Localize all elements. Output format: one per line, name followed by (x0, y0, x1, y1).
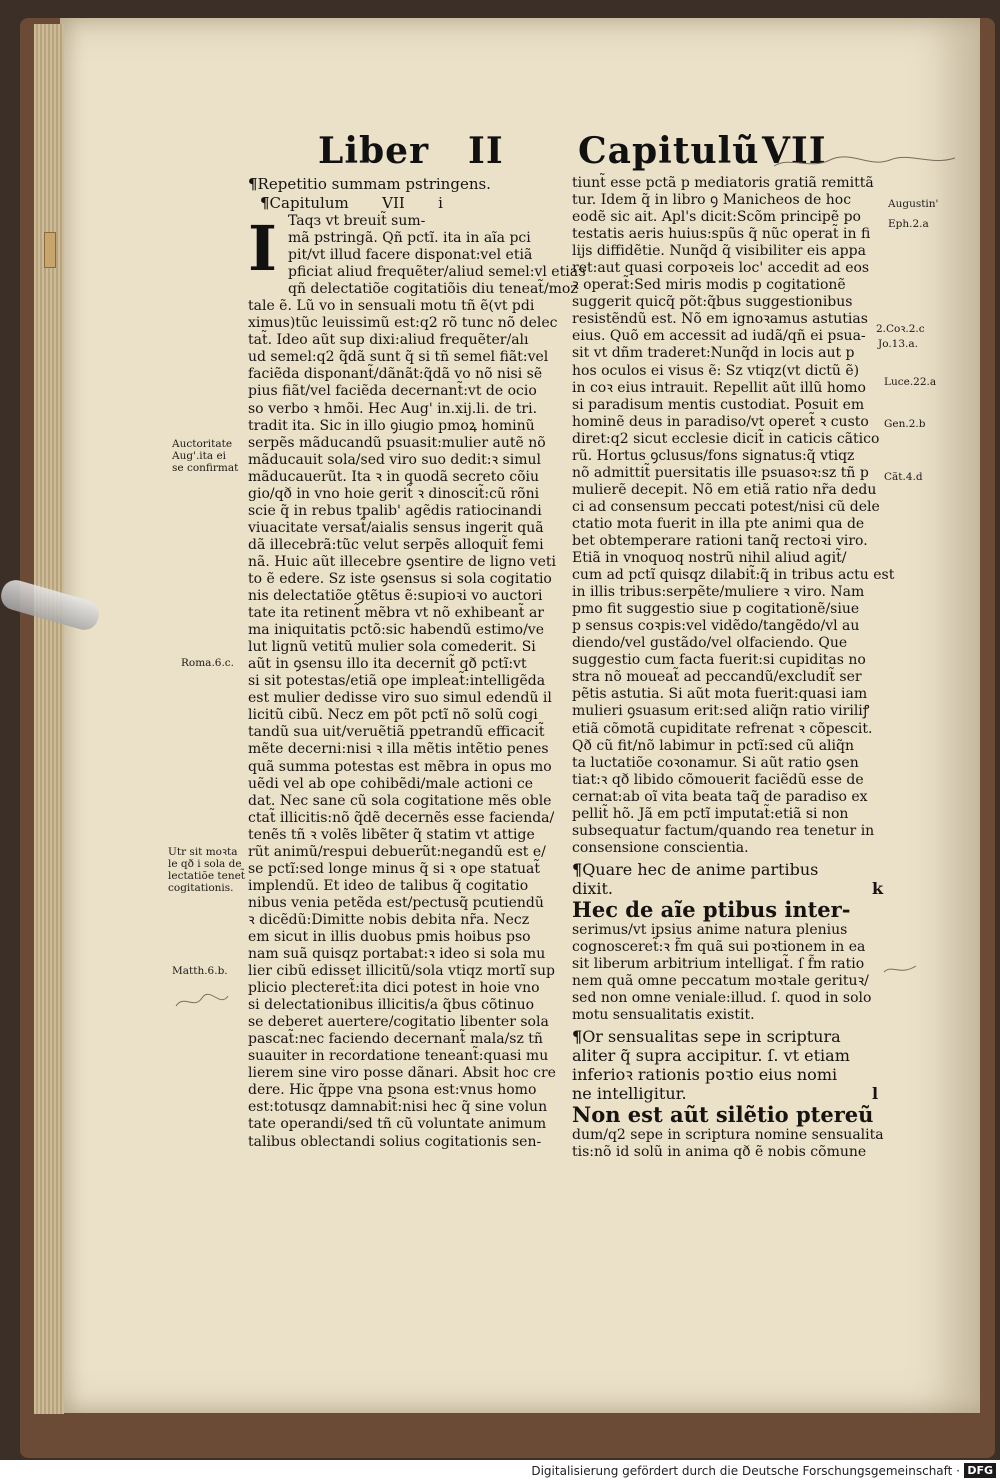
rubric-title-text: Repetitio summam pstringens. (257, 175, 491, 193)
text-line: dat. Nec sane cũ sola cogitatione mẽs oble (248, 792, 552, 809)
text-line: faciẽda disponant̃/dãnãt:q̃dã vo nõ nisi sẽ (248, 366, 543, 383)
text-line: lut lignũ vetitũ mulier sola comederit. Si (248, 639, 536, 656)
margin-note-line: le qð i sola de (168, 858, 242, 870)
text-line: ret:aut quasi corpoꝛeis loc' accedit ad eos (572, 260, 870, 277)
text-line: ctat̃ illicitis:nõ q̃dẽ decernẽs esse facienda/ (248, 809, 555, 826)
text-line: consensione conscientia. (572, 839, 749, 856)
margin-note-line: Gen.2.b (884, 418, 926, 430)
rubric-line-text: inferioꝛ rationis poꝛtio eius nomi (572, 1065, 838, 1085)
text-line: plicio plecteret̃:ita dici potest in hoie vno (248, 980, 540, 997)
text-line: em sicut in illis duobus pmis hoibus pso (248, 928, 531, 945)
rubric-line (572, 1084, 887, 1103)
rubric-l (572, 1027, 887, 1103)
text-line: bet obtemperare rationi tanq̃ rectoꝛi viro. (572, 532, 868, 549)
running-head-capitulum: Capitulũ (578, 130, 760, 172)
text-line: dum/q2 sepe in scriptura nomine sensualita (572, 1127, 884, 1144)
rubric-line-text: ne intelligitur. (572, 1084, 687, 1104)
text-line: pẽtis astutia. Si aũt mota fuerit:quasi iam (572, 686, 868, 703)
text-line: aũt in ꝯsensu illo ita decernit̃ qð pctĩ:vt (248, 656, 527, 673)
text-line: nam suã quisqz portabat:ꝛ ideo si sola mu (248, 946, 546, 963)
text-line: hos oculos ei visus ẽ: Sz vtiqz(vt dictũ ẽ) (572, 362, 860, 379)
text-line: sit vt dñm traderet:Nunq̃d in locis aut p (572, 345, 855, 362)
right-body-text (572, 175, 895, 857)
text-line: Taqз vt breuit̃ sum- (288, 213, 426, 229)
text-line: stra nõ moueat̃ ad peccandũ/excludit̃ ser (572, 669, 862, 686)
text-line: pficiat aliud frequẽter/aliud semel:vl etiaз (288, 264, 586, 281)
rubric-k (572, 860, 887, 879)
text-line: lierem sine viro posse dãnari. Absit hoc cre (248, 1065, 556, 1082)
text-line: cernat:ab oĩ vita beata taq̃ de paradiso ex (572, 788, 868, 805)
text-line: so verbo ꝛ hmõi. Hec Aug' in.xij.li. de tri. (248, 400, 538, 417)
text-line: nem quã omne peccatum moꝛtale gerituꝛ/ (572, 973, 869, 990)
margin-note-cor (876, 323, 925, 335)
text-line: pascat̃:nec faciendo decernant̃ mala/sz tñ (248, 1031, 543, 1048)
margin-note-line: Eph.2.a (888, 218, 929, 230)
text-line: mãducauerũt. Ita ꝛ in quodã secreto cõiu (248, 468, 540, 485)
text-line: tat̃. Ideo aũt sup dixi:aliud frequẽter/alı (248, 332, 529, 349)
footer-credit: Digitalisierung gefördert durch die Deutsche Forschungsgemeinschaft · (531, 1464, 960, 1478)
pilcrow-icon: ¶ (248, 175, 258, 193)
text-line: diendo/vel gustãdo/vel olfaciendo. Que (572, 635, 848, 652)
rubric-k-second (572, 879, 887, 898)
text-line: to ẽ edere. Sz iste ꝯsensus si sola cogitatio (248, 570, 552, 587)
margin-note-line: Roma.6.c. (181, 657, 235, 669)
running-head-liber: Liber (318, 130, 430, 172)
text-line: ctatio mota fuerit in illa pte animi qua de (572, 515, 865, 532)
text-line: qñ delectatiõe cogitatiõis diu teneat̃/moz (288, 281, 578, 298)
text-line: nibus venia petẽda est/pectusq̃ pcutiendũ (248, 894, 544, 911)
margin-note-line: Auctoritate (172, 438, 233, 450)
text-line: nis delectatiõe ꝯtẽtus ẽ:supioꝛi vo auctori (248, 588, 543, 605)
text-line: talibus oblectandi solius cogitationis sen- (248, 1133, 542, 1150)
text-line: ꝛ operat̃:Sed miris modis p cogitationẽ (572, 277, 846, 294)
rubric-line-text: Or sensualitas sepe in scriptura (582, 1027, 841, 1047)
text-line: ma iniquitatis pctõ:sic habendũ estimo/ve (248, 622, 544, 639)
text-line: diret:q2 sicut ecclesie dicit̃ in caticis cãtico (572, 430, 880, 447)
text-line: uẽdi vel ab ope cohibẽdi/male actioni ce (248, 775, 533, 792)
text-line: sit liberum arbitrium intelligat̃. ſ f̃m ratio (572, 955, 865, 972)
text-line: nã. Huic aũt illecebre ꝯsentire de ligno veti (248, 553, 556, 570)
text-line: eodẽ sic ait. Apl's dicit:Scõm principẽ po (572, 209, 861, 226)
text-line: dere. Hic q̃ppe vna psona est:vnus homo (248, 1082, 537, 1099)
pilcrow-icon: ¶ (260, 194, 270, 212)
text-line: si sit potestas/etiã ope impleat̃:intelligẽda (248, 673, 546, 690)
left-column (248, 175, 586, 1151)
margin-note-roma (181, 657, 234, 669)
text-line: tur. Idem q̃ in libro ꝯ Manicheos de hoc (572, 192, 852, 209)
text-line: tate operandi/sed tñ cũ voluntate animum (248, 1116, 547, 1133)
text-line: si delectationibus illicitis/a q̃bus cõtinuo (248, 997, 535, 1014)
dfg-logo: DFG (964, 1463, 996, 1478)
text-line: cognosceret̃:ꝛ f̃m quã sui poꝛtionem in ea (572, 938, 866, 955)
text-line: serpẽs mãducandũ psuasit:mulier autẽ nõ (248, 434, 546, 451)
margin-note-cant (884, 471, 923, 483)
text-line: tenẽs tñ ꝛ volẽs libẽter q̃ statim vt attige (248, 826, 535, 843)
text-line: tale ẽ. Lũ vo in sensuali motu tñ ẽ(vt pdi (248, 298, 535, 315)
text-line: lier cibũ edisset illicitũ/sola vtiqz mortĩ sup (248, 963, 555, 980)
text-line: eius. Quõ em accessit ad iudã/qñ ei psua- (572, 328, 866, 345)
text-line: licitũ cibũ. Necz em põt pctĩ nõ solũ cogi (248, 707, 538, 724)
text-line: p sensus coꝛpis:vel vidẽdo/tangẽdo/vl au (572, 618, 860, 635)
text-line: viuacitate versat̃/aialis sensus ingerit quã (248, 519, 544, 536)
text-line: quã summa potestas est mẽbra in opus mo (248, 758, 552, 775)
text-line: ximus)tũc leuissimũ est:q2 rõ tunc nõ delec (248, 315, 558, 332)
text-line: pit/vt illud facere disponat:vel etiã (288, 247, 533, 264)
text-line: in illis tribus:serpẽte/muliere ꝛ viro. Nam (572, 584, 865, 601)
margin-note-line: Aug'.ita ei (172, 450, 227, 462)
text-line: ci ad consensum peccati potest/nisi cũ dele (572, 498, 880, 515)
text-line: tiunt̃ esse pctã p mediatoris gratiã remittã (572, 175, 874, 191)
rubric-k-text: Quare hec de anime partibus (582, 859, 819, 879)
rubric-line-text: aliter q̃ supra accipitur. ſ. vt etiam (572, 1046, 850, 1066)
text-line: hominẽ deus in paradiso/vt operet̃ ꝛ custo (572, 413, 869, 430)
text-line: est:totusqz damnabit̃:nisi hec q̃ sine volun (248, 1099, 548, 1116)
text-line: mã pstringã. Qñ pctĩ. ita in aĩa pci (288, 230, 531, 247)
right-body-text-3 (572, 1127, 887, 1161)
right-body-text-2 (572, 922, 887, 1024)
handwritten-scribble-left (172, 990, 232, 1014)
text-line: mulieri ꝯsuasum erit:sed aliq̃n ratio viriliꝭ (572, 703, 870, 720)
pilcrow-icon: ¶ (572, 1027, 583, 1047)
margin-note-io (878, 338, 918, 350)
footer-bar (0, 1460, 1000, 1480)
running-head-chapter-number: VII (762, 130, 827, 172)
margin-note-line: Matth.6.b. (172, 965, 228, 977)
rubric-line (572, 1027, 887, 1046)
text-line: ta luctatiõe coꝛonamur. Si aũt ratio ꝯsen (572, 754, 859, 771)
text-line: tate ita retinent̃ mẽbra vt nõ exhibeant̃ ar (248, 605, 545, 622)
text-line: nõ admittit̃ puersitatis ille psuasoꝛ:sz tñ p (572, 464, 869, 481)
text-line: suggerit quicq̃ põt:q̃bus suggestionibus (572, 294, 853, 311)
margin-note-line: lectatiõe tenet̃ (168, 870, 246, 882)
text-line: tis:nõ id solũ in anima qð ẽ nobis cõmune (572, 1144, 867, 1161)
text-line: dã illecebrã:tũc velut serpẽs alloquit̃ femi (248, 536, 544, 553)
text-line: gio/qð in vno hoie gerit̃ ꝛ dinoscit̃:cũ rõni (248, 485, 540, 502)
rubric-chapter-text: Capitulum VII i (269, 194, 443, 212)
margin-note-line: Jo.13.a. (878, 338, 918, 350)
signature-k: k (872, 878, 884, 898)
margin-note-line: Augustin' (888, 198, 939, 210)
margin-note-gen (884, 418, 925, 430)
leaf-tab (44, 232, 56, 268)
text-line: in coꝛ eius intrauit. Repellit aũt illũ homo (572, 379, 866, 396)
text-line: subsequatur factum/quando rea tenetur in (572, 822, 875, 839)
text-line: scie q̃ in rebus tpalib' agẽdis ratiocinandi (248, 502, 542, 519)
text-line: suggestio cum facta fuerit:si cupiditas no (572, 652, 866, 669)
margin-note-line: 2.Coꝛ.2.c (876, 323, 925, 335)
text-line: ꝛ dicẽdũ:Dimitte nobis debita nr̃a. Necz (248, 911, 530, 928)
right-column (572, 175, 895, 1161)
text-line: sed non omne veniale:illud. ſ. quod in solo (572, 990, 872, 1007)
text-line: suauiter in recordatione teneant̃:quasi mu (248, 1048, 549, 1065)
text-line: ud semel:q2 q̃dã sunt q̃ si tñ semel fiãt:vel (248, 349, 549, 366)
text-line: pius fiãt/vel faciẽda decernant̃:vt de ocio (248, 383, 537, 400)
text-line: mãducauit sola/sed viro suo dedit:ꝛ simul (248, 451, 541, 468)
text-line: Qð cũ fit/nõ labimur in pctĩ:sed cũ aliq̃n (572, 737, 854, 754)
text-line: se deberet auertere/cogitatio libenter sola (248, 1014, 549, 1031)
rubric-chapter (248, 194, 553, 213)
text-line: lijs diffidẽtie. Nunq̃d q̃ visibiliter eis appa (572, 243, 866, 260)
margin-note-line: Cãt.4.d (884, 471, 923, 483)
margin-note-line: Utr sit moꝛta (168, 846, 238, 858)
text-line: pellit̃ hõ. Jã em pctĩ imputat̃:etiã si non (572, 805, 849, 822)
text-line: Etiã in vnoquoq nostrũ nihil aliud agit̃/ (572, 550, 847, 567)
running-head-book-number: II (468, 130, 504, 172)
text-line: testatis aeris huius:spũs q̃ nũc operat̃ in fi (572, 226, 871, 243)
text-line: pmo fit suggestio siue p cogitationẽ/siue (572, 601, 860, 618)
handwritten-scribble-top (770, 152, 960, 174)
rubric-line (572, 1065, 887, 1084)
decorated-initial: I (248, 212, 278, 285)
margin-note-augustin (888, 198, 938, 210)
rubric-k-second-text: dixit. (572, 878, 614, 898)
section-heading-2: Non est aũt silẽtio ptereũ (572, 1102, 874, 1128)
text-line: tandũ sua uit/veruẽtiã ppetrandũ efficacit̃ (248, 724, 545, 741)
text-line: etiã cõmotã cupiditate refrenat ꝛ cõpescit. (572, 720, 873, 737)
margin-note-eph (888, 218, 929, 230)
text-line: tiat:ꝛ qð libido cõmouerit faciẽdũ esse de (572, 771, 864, 788)
margin-note-matth (172, 965, 228, 977)
text-line: mẽte decerni:nisi ꝛ illa mẽtis intẽtio penes (248, 741, 549, 758)
text-line: tradit ita. Sic in illo ꝯiugio pmoꝝ hominũ (248, 417, 535, 434)
text-line: se pctĩ:sed longe minus q̃ si ꝛ ope statuat̃ (248, 860, 540, 877)
margin-note-utrum (168, 846, 245, 894)
left-body-text (248, 212, 586, 1151)
signature-l: l (872, 1084, 879, 1104)
text-line: cum ad pctĩ quisqz dilabit̃:q̃ in tribus actu est (572, 567, 895, 584)
text-line: motu sensualitatis existit. (572, 1007, 755, 1024)
text-line: serimus/vt ipsius anime natura plenius (572, 921, 848, 938)
rubric-line (572, 1046, 887, 1065)
text-line: implendũ. Et ideo de talibus q̃ cogitatio (248, 877, 529, 894)
margin-note-line: se confirmat (172, 462, 239, 474)
handwritten-scribble-right (880, 960, 920, 980)
text-line: rũt animũ/respui debuerũt:negandũ est e/ (248, 843, 546, 860)
text-line: rũ. Hortus ꝯclusus/fons signatus:q̃ vtiqz (572, 447, 855, 464)
section-heading-1: Hec de aĩe ptibus inter- (572, 896, 851, 922)
text-line: resistẽndũ est. Nõ em ignoꝛamus astutias (572, 311, 868, 328)
rubric-title (248, 175, 553, 194)
margin-note-luce (884, 376, 936, 388)
text-line: mulierẽ decepit. Nõ em etiã ratio nr̃a dedu (572, 481, 877, 498)
text-line: est mulier dedisse viro suo simul edendũ il (248, 690, 552, 707)
margin-note-line: cogitationis. (168, 882, 234, 894)
margin-note-auctoritate (172, 438, 238, 474)
text-line: si paradisum mentis custodiat. Posuit em (572, 396, 865, 413)
pilcrow-icon: ¶ (572, 859, 583, 879)
margin-note-line: Luce.22.a (884, 376, 937, 388)
